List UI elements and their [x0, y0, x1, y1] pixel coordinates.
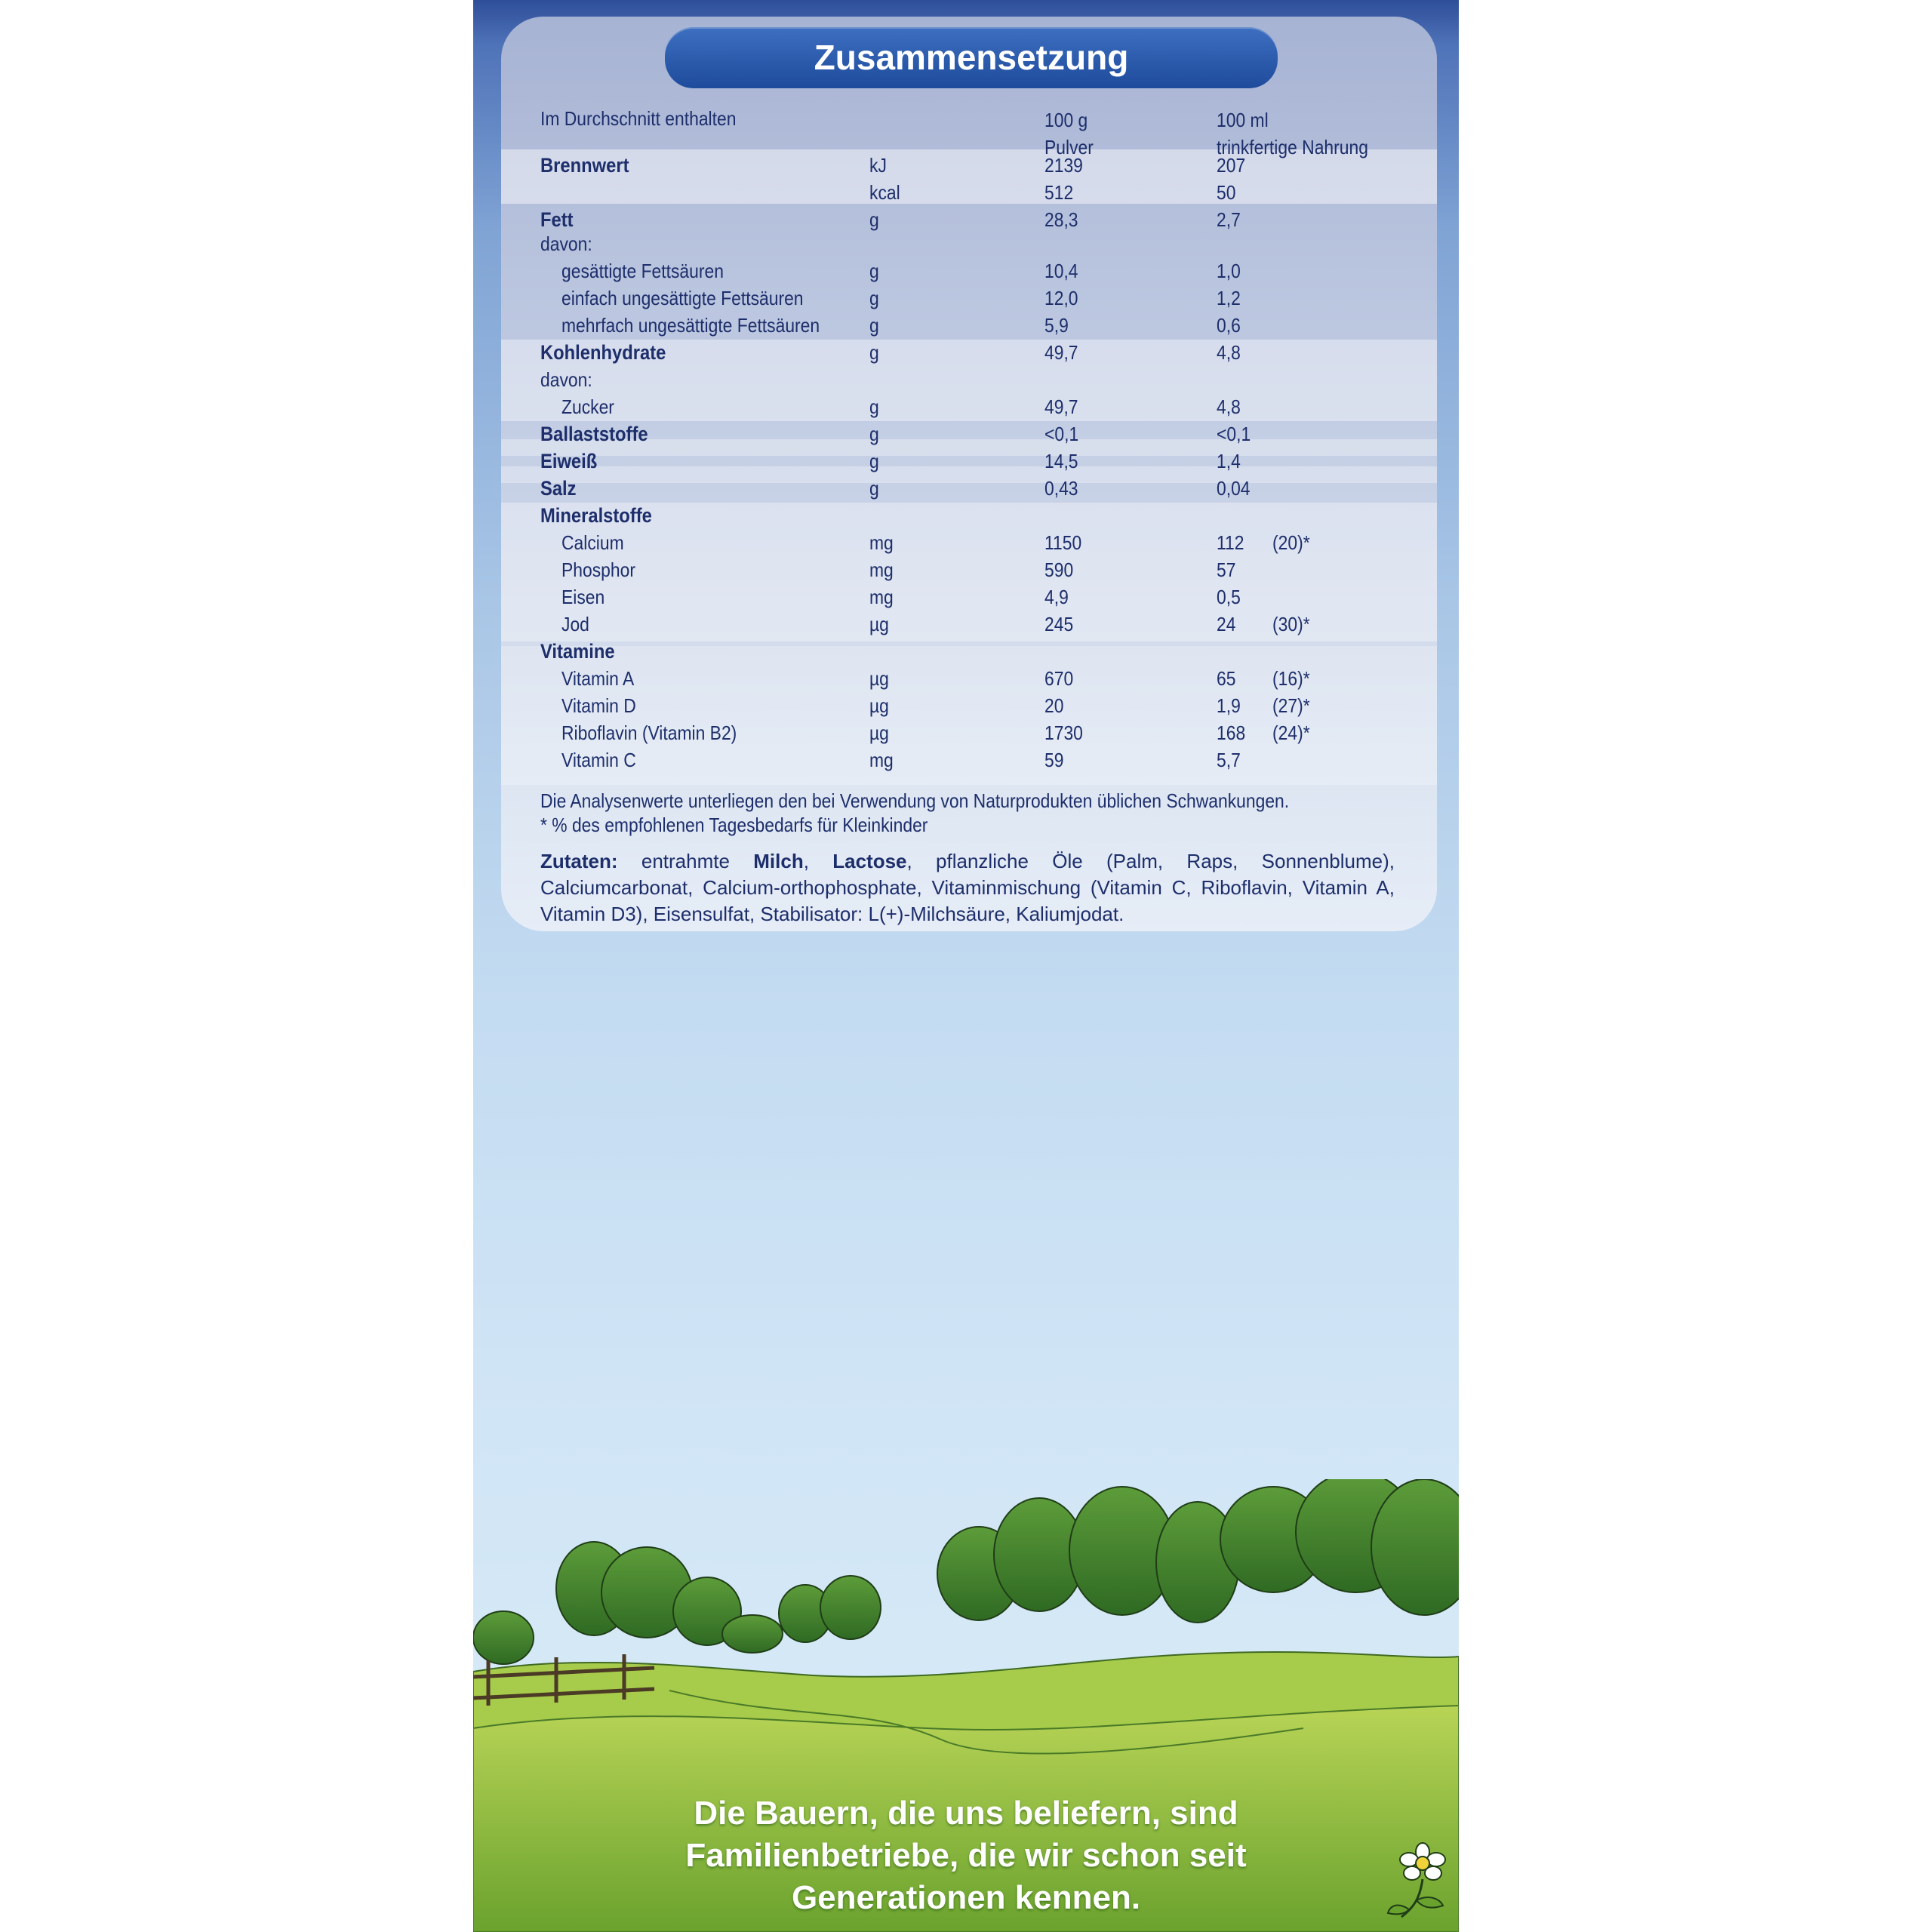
row-value-powder: 14,5	[1044, 450, 1078, 472]
row-value-powder: <0,1	[1044, 423, 1079, 445]
row-value-powder: 28,3	[1044, 208, 1078, 231]
row-unit: g	[869, 395, 879, 418]
row-label: Brennwert	[540, 154, 629, 177]
slogan-line-2: Familienbetriebe, die wir schon seit	[685, 1837, 1247, 1874]
row-label: mehrfach ungesättigte Fettsäuren	[561, 314, 820, 337]
row-value-powder: 1730	[1044, 721, 1083, 744]
row-value-ready: 57	[1217, 558, 1236, 581]
row-value-ready: 50	[1217, 181, 1236, 204]
row-value-powder: 5,9	[1044, 314, 1069, 337]
row-value-ready: 112	[1217, 531, 1244, 554]
row-band	[501, 466, 1437, 483]
row-value-ready: 4,8	[1217, 395, 1241, 418]
row-value-powder: 49,7	[1044, 341, 1078, 364]
row-daily-percent: (24)*	[1272, 721, 1310, 744]
row-value-powder: 2139	[1044, 154, 1083, 177]
row-unit: kcal	[869, 181, 900, 204]
row-label: davon:	[540, 232, 592, 255]
row-label: Jod	[561, 613, 589, 635]
row-value-ready: 1,9	[1217, 694, 1241, 717]
row-label: gesättigte Fettsäuren	[561, 260, 724, 282]
row-value-powder: 49,7	[1044, 395, 1078, 418]
row-value-powder: 590	[1044, 558, 1074, 581]
row-value-ready: 65	[1217, 667, 1236, 690]
row-unit: µg	[869, 721, 889, 744]
row-value-ready: 1,4	[1217, 450, 1241, 472]
row-label: Vitamin D	[561, 694, 636, 717]
row-label: Kohlenhydrate	[540, 341, 666, 364]
row-value-powder: 12,0	[1044, 287, 1078, 309]
row-value-ready: 0,5	[1217, 586, 1241, 608]
row-label: Eiweiß	[540, 450, 598, 472]
row-value-powder: 1150	[1044, 531, 1082, 554]
row-unit: g	[869, 477, 879, 500]
row-label: Vitamin C	[561, 749, 636, 771]
note-footnote: * % des empfohlenen Tagesbedarfs für Kleinkinder	[540, 814, 928, 836]
slogan	[473, 1792, 1459, 1919]
row-unit: mg	[869, 558, 894, 581]
row-unit: mg	[869, 531, 894, 554]
row-unit: mg	[869, 586, 894, 608]
ingredient-lactose: Lactose	[832, 850, 907, 872]
slogan-line-1: Die Bauern, die uns beliefern, sind	[694, 1795, 1238, 1832]
row-value-powder: 670	[1044, 667, 1074, 690]
row-label: Fett	[540, 208, 574, 231]
row-label: Phosphor	[561, 558, 635, 581]
row-unit: µg	[869, 613, 889, 635]
nutrition-panel	[501, 17, 1437, 931]
row-label: Vitamine	[540, 640, 615, 663]
row-daily-percent: (30)*	[1272, 613, 1310, 635]
row-unit: µg	[869, 694, 889, 717]
slogan-line-3: Generationen kennen.	[791, 1879, 1141, 1916]
ingredients-rest: , pflanzliche Öle (Palm, Raps, Sonnenblume), Calciumcarbonat, Calcium-orthophosphate, Vitaminmischung (Vitamin C, Riboflavin, Vitamin A, Vitamin D3), Eisensulfat, Stabilisator: L(+)-Milchsäure, Kaliumjodat.	[540, 850, 1395, 925]
ingredients	[540, 848, 1395, 928]
row-value-ready: 168	[1217, 721, 1246, 744]
ingredient-milch: Milch	[753, 850, 804, 872]
row-value-ready: 24	[1217, 613, 1236, 635]
row-label: einfach ungesättigte Fettsäuren	[561, 287, 804, 309]
row-label: Riboflavin (Vitamin B2)	[561, 721, 737, 744]
row-value-powder: 4,9	[1044, 586, 1069, 608]
row-value-ready: <0,1	[1217, 423, 1251, 445]
header-col1-line1: 100 g	[1044, 109, 1088, 131]
row-value-powder: 512	[1044, 181, 1074, 204]
row-value-ready: 4,8	[1217, 341, 1241, 364]
note-analysis: Die Analysenwerte unterliegen den bei Verwendung von Naturprodukten üblichen Schwankungen.	[540, 789, 1290, 812]
row-label: Salz	[540, 477, 577, 500]
ingredients-label: Zutaten:	[540, 850, 618, 872]
row-value-powder: 59	[1044, 749, 1064, 771]
row-unit: g	[869, 314, 879, 337]
row-unit: mg	[869, 749, 894, 771]
row-unit: g	[869, 287, 879, 309]
row-value-ready: 1,0	[1217, 260, 1241, 282]
ingredients-part: entrahmte	[617, 850, 754, 872]
ingredients-sep: ,	[803, 850, 833, 872]
row-value-ready: 0,6	[1217, 314, 1241, 337]
row-label: Eisen	[561, 586, 605, 608]
header-col1-line2: Pulver	[1044, 136, 1094, 158]
row-unit: g	[869, 450, 879, 472]
row-label: Mineralstoffe	[540, 504, 652, 527]
panel-title: Zusammensetzung	[665, 27, 1278, 88]
row-unit: kJ	[869, 154, 887, 177]
row-unit: µg	[869, 667, 889, 690]
row-daily-percent: (20)*	[1272, 531, 1310, 554]
row-value-ready: 2,7	[1217, 208, 1241, 231]
row-label: Vitamin A	[561, 667, 635, 690]
header-col2-line1: 100 ml	[1217, 109, 1269, 131]
row-unit: g	[869, 341, 879, 364]
row-value-powder: 20	[1044, 694, 1064, 717]
row-label: Ballaststoffe	[540, 423, 648, 445]
row-value-ready: 1,2	[1217, 287, 1241, 309]
row-value-ready: 5,7	[1217, 749, 1241, 771]
flower-icon	[1386, 1841, 1458, 1921]
row-label: Zucker	[561, 395, 614, 418]
row-daily-percent: (16)*	[1272, 667, 1310, 690]
row-unit: g	[869, 208, 879, 231]
row-value-powder: 10,4	[1044, 260, 1078, 282]
row-value-ready: 207	[1217, 154, 1246, 177]
row-unit: g	[869, 260, 879, 282]
header-col2-line2: trinkfertige Nahrung	[1217, 136, 1368, 158]
package-back	[473, 0, 1459, 1932]
row-unit: g	[869, 423, 879, 445]
row-daily-percent: (27)*	[1272, 694, 1310, 717]
row-value-powder: 245	[1044, 613, 1074, 635]
row-label: davon:	[540, 368, 592, 391]
row-value-ready: 0,04	[1217, 477, 1251, 500]
row-label: Calcium	[561, 531, 624, 554]
header-label: Im Durchschnitt enthalten	[540, 107, 737, 130]
row-value-powder: 0,43	[1044, 477, 1078, 500]
